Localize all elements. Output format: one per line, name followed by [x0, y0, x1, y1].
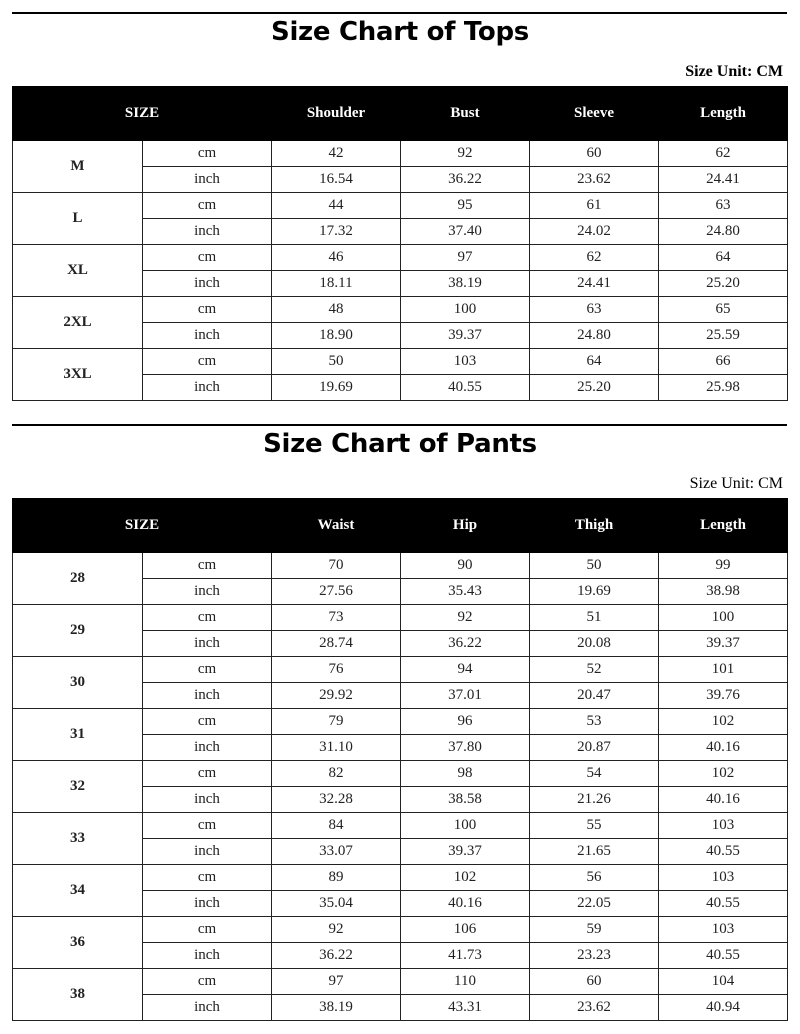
size-label-cell: 38 [13, 969, 143, 1021]
size-label-cell: M [13, 141, 143, 193]
value-cell: 60 [530, 969, 659, 995]
tops-row-cm [13, 193, 788, 219]
value-cell: 92 [401, 605, 530, 631]
value-cell: 92 [401, 141, 530, 167]
value-cell: 40.55 [659, 839, 788, 865]
unit-cell: cm [143, 297, 272, 323]
value-cell: 39.37 [401, 839, 530, 865]
unit-cell: cm [143, 865, 272, 891]
value-cell: 94 [401, 657, 530, 683]
tops-top-rule [12, 12, 787, 14]
value-cell: 41.73 [401, 943, 530, 969]
size-label-cell: 34 [13, 865, 143, 917]
unit-cell: inch [143, 787, 272, 813]
value-cell: 103 [401, 349, 530, 375]
value-cell: 40.16 [659, 787, 788, 813]
tops-header-sleeve: Sleeve [530, 87, 659, 141]
value-cell: 62 [530, 245, 659, 271]
tops-size-table [12, 86, 788, 401]
value-cell: 37.80 [401, 735, 530, 761]
value-cell: 31.10 [272, 735, 401, 761]
value-cell: 39.37 [659, 631, 788, 657]
value-cell: 20.87 [530, 735, 659, 761]
value-cell: 17.32 [272, 219, 401, 245]
pants-unit-label: Size Unit: CM [689, 475, 783, 492]
value-cell: 36.22 [272, 943, 401, 969]
size-label-cell: 28 [13, 553, 143, 605]
value-cell: 61 [530, 193, 659, 219]
unit-cell: cm [143, 141, 272, 167]
value-cell: 73 [272, 605, 401, 631]
value-cell: 43.31 [401, 995, 530, 1021]
value-cell: 60 [530, 141, 659, 167]
value-cell: 54 [530, 761, 659, 787]
value-cell: 100 [401, 297, 530, 323]
value-cell: 25.98 [659, 375, 788, 401]
value-cell: 59 [530, 917, 659, 943]
value-cell: 53 [530, 709, 659, 735]
pants-size-table [12, 498, 788, 1021]
unit-cell: inch [143, 943, 272, 969]
value-cell: 23.23 [530, 943, 659, 969]
value-cell: 25.59 [659, 323, 788, 349]
value-cell: 62 [659, 141, 788, 167]
unit-cell: inch [143, 631, 272, 657]
unit-cell: cm [143, 813, 272, 839]
unit-cell: inch [143, 891, 272, 917]
pants-row-cm [13, 553, 788, 579]
pants-row-cm [13, 813, 788, 839]
value-cell: 90 [401, 553, 530, 579]
tops-header-shoulder: Shoulder [272, 87, 401, 141]
unit-cell: inch [143, 579, 272, 605]
value-cell: 102 [401, 865, 530, 891]
value-cell: 27.56 [272, 579, 401, 605]
pants-row-cm [13, 761, 788, 787]
value-cell: 35.04 [272, 891, 401, 917]
value-cell: 70 [272, 553, 401, 579]
value-cell: 21.65 [530, 839, 659, 865]
unit-cell: inch [143, 839, 272, 865]
value-cell: 102 [659, 761, 788, 787]
value-cell: 42 [272, 141, 401, 167]
unit-cell: cm [143, 245, 272, 271]
tops-header-length: Length [659, 87, 788, 141]
value-cell: 66 [659, 349, 788, 375]
size-label-cell: 29 [13, 605, 143, 657]
value-cell: 24.80 [659, 219, 788, 245]
size-label-cell: L [13, 193, 143, 245]
value-cell: 99 [659, 553, 788, 579]
pants-header-thigh: Thigh [530, 499, 659, 553]
size-label-cell: 33 [13, 813, 143, 865]
size-label-cell: 36 [13, 917, 143, 969]
value-cell: 39.37 [401, 323, 530, 349]
unit-cell: cm [143, 761, 272, 787]
pants-header-size: SIZE [13, 499, 272, 553]
value-cell: 64 [530, 349, 659, 375]
value-cell: 38.98 [659, 579, 788, 605]
value-cell: 16.54 [272, 167, 401, 193]
unit-cell: cm [143, 605, 272, 631]
size-label-cell: 30 [13, 657, 143, 709]
value-cell: 25.20 [530, 375, 659, 401]
tops-header-size: SIZE [13, 87, 272, 141]
value-cell: 56 [530, 865, 659, 891]
value-cell: 38.19 [401, 271, 530, 297]
value-cell: 92 [272, 917, 401, 943]
value-cell: 38.58 [401, 787, 530, 813]
tops-unit-label: Size Unit: CM [685, 63, 783, 80]
value-cell: 44 [272, 193, 401, 219]
value-cell: 20.47 [530, 683, 659, 709]
unit-cell: cm [143, 349, 272, 375]
value-cell: 33.07 [272, 839, 401, 865]
tops-row-cm [13, 297, 788, 323]
value-cell: 35.43 [401, 579, 530, 605]
value-cell: 24.41 [659, 167, 788, 193]
value-cell: 84 [272, 813, 401, 839]
pants-row-cm [13, 865, 788, 891]
unit-cell: cm [143, 193, 272, 219]
value-cell: 51 [530, 605, 659, 631]
value-cell: 95 [401, 193, 530, 219]
unit-cell: inch [143, 683, 272, 709]
value-cell: 63 [659, 193, 788, 219]
value-cell: 19.69 [530, 579, 659, 605]
tops-row-cm [13, 349, 788, 375]
pants-row-cm [13, 709, 788, 735]
tops-header-bust: Bust [401, 87, 530, 141]
pants-row-cm [13, 605, 788, 631]
value-cell: 37.40 [401, 219, 530, 245]
value-cell: 100 [401, 813, 530, 839]
value-cell: 106 [401, 917, 530, 943]
pants-header-hip: Hip [401, 499, 530, 553]
value-cell: 22.05 [530, 891, 659, 917]
value-cell: 103 [659, 865, 788, 891]
pants-row-cm [13, 657, 788, 683]
size-label-cell: 31 [13, 709, 143, 761]
value-cell: 25.20 [659, 271, 788, 297]
value-cell: 23.62 [530, 167, 659, 193]
value-cell: 23.62 [530, 995, 659, 1021]
value-cell: 38.19 [272, 995, 401, 1021]
pants-row-cm [13, 969, 788, 995]
value-cell: 21.26 [530, 787, 659, 813]
value-cell: 18.11 [272, 271, 401, 297]
tops-row-cm [13, 245, 788, 271]
size-label-cell: 3XL [13, 349, 143, 401]
unit-cell: cm [143, 553, 272, 579]
value-cell: 28.74 [272, 631, 401, 657]
value-cell: 48 [272, 297, 401, 323]
value-cell: 52 [530, 657, 659, 683]
unit-cell: inch [143, 219, 272, 245]
value-cell: 50 [272, 349, 401, 375]
pants-header-row [13, 499, 788, 553]
unit-cell: inch [143, 995, 272, 1021]
tops-header-row [13, 87, 788, 141]
value-cell: 40.55 [659, 891, 788, 917]
value-cell: 96 [401, 709, 530, 735]
value-cell: 65 [659, 297, 788, 323]
value-cell: 98 [401, 761, 530, 787]
value-cell: 40.55 [659, 943, 788, 969]
unit-cell: inch [143, 323, 272, 349]
value-cell: 32.28 [272, 787, 401, 813]
value-cell: 24.41 [530, 271, 659, 297]
value-cell: 24.80 [530, 323, 659, 349]
value-cell: 103 [659, 917, 788, 943]
value-cell: 89 [272, 865, 401, 891]
value-cell: 37.01 [401, 683, 530, 709]
value-cell: 64 [659, 245, 788, 271]
value-cell: 40.94 [659, 995, 788, 1021]
tops-row-cm [13, 141, 788, 167]
unit-cell: cm [143, 969, 272, 995]
value-cell: 110 [401, 969, 530, 995]
value-cell: 101 [659, 657, 788, 683]
unit-cell: cm [143, 657, 272, 683]
tops-title: Size Chart of Tops [271, 17, 529, 47]
pants-row-cm [13, 917, 788, 943]
value-cell: 36.22 [401, 167, 530, 193]
value-cell: 82 [272, 761, 401, 787]
unit-cell: inch [143, 271, 272, 297]
unit-cell: inch [143, 735, 272, 761]
value-cell: 29.92 [272, 683, 401, 709]
pants-header-length: Length [659, 499, 788, 553]
value-cell: 40.16 [659, 735, 788, 761]
value-cell: 103 [659, 813, 788, 839]
unit-cell: cm [143, 917, 272, 943]
pants-top-rule [12, 424, 787, 426]
value-cell: 19.69 [272, 375, 401, 401]
value-cell: 97 [401, 245, 530, 271]
size-label-cell: XL [13, 245, 143, 297]
unit-cell: inch [143, 375, 272, 401]
pants-header-waist: Waist [272, 499, 401, 553]
size-label-cell: 2XL [13, 297, 143, 349]
value-cell: 46 [272, 245, 401, 271]
value-cell: 76 [272, 657, 401, 683]
value-cell: 20.08 [530, 631, 659, 657]
pants-title: Size Chart of Pants [263, 429, 537, 459]
value-cell: 40.16 [401, 891, 530, 917]
value-cell: 40.55 [401, 375, 530, 401]
value-cell: 104 [659, 969, 788, 995]
value-cell: 36.22 [401, 631, 530, 657]
value-cell: 63 [530, 297, 659, 323]
value-cell: 79 [272, 709, 401, 735]
value-cell: 102 [659, 709, 788, 735]
unit-cell: inch [143, 167, 272, 193]
value-cell: 55 [530, 813, 659, 839]
value-cell: 97 [272, 969, 401, 995]
value-cell: 39.76 [659, 683, 788, 709]
value-cell: 100 [659, 605, 788, 631]
value-cell: 50 [530, 553, 659, 579]
value-cell: 24.02 [530, 219, 659, 245]
value-cell: 18.90 [272, 323, 401, 349]
size-label-cell: 32 [13, 761, 143, 813]
unit-cell: cm [143, 709, 272, 735]
